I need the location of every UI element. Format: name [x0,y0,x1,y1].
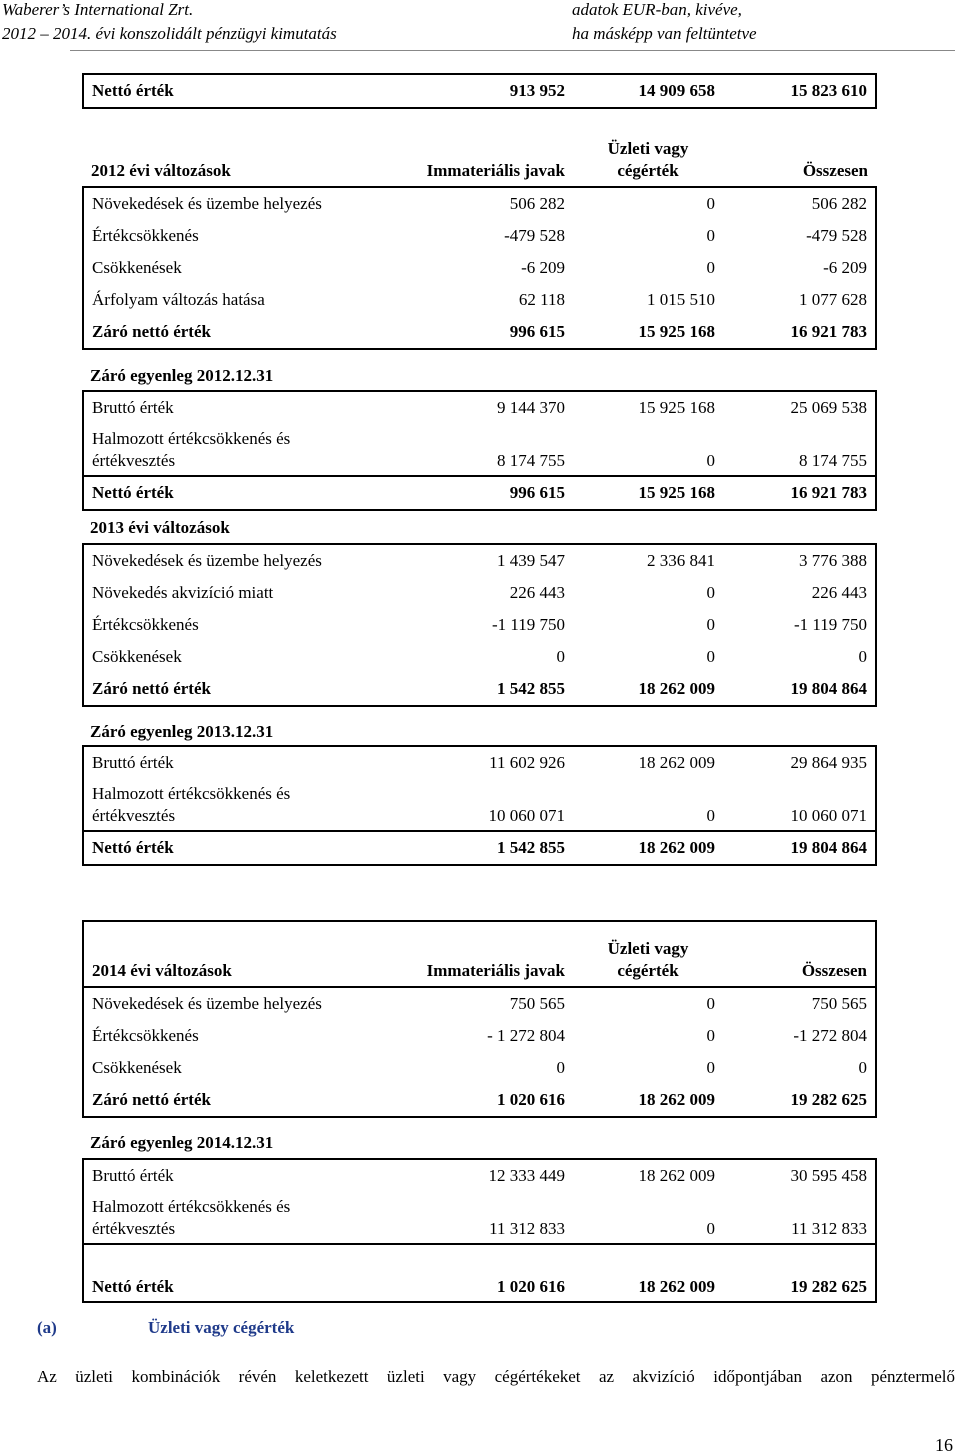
changes-2013-title [82,518,875,538]
cell-goodwill: 0 [706,1026,715,1045]
cell-intangible: 1 439 547 [408,544,573,577]
cell-goodwill: 14 909 658 [573,74,723,108]
table-row-total [83,316,876,349]
table-row [83,424,876,476]
table-row [83,609,876,641]
table-row-total [83,673,876,706]
cell-intangible: 12 333 449 [408,1159,573,1192]
row-label-line2: értékvesztés [92,1219,176,1238]
changes-2014-table [82,920,877,1118]
balance-2012-title [82,366,875,386]
table-row-total [83,476,876,510]
row-label [83,779,408,831]
cell-goodwill: 0 [706,615,715,634]
currency-note: adatok EUR-ban, kivéve, [572,0,742,19]
section-marker: (a) [37,1318,57,1337]
cell-goodwill: 18 262 009 [573,1084,723,1117]
cell-total: 0 [723,1052,876,1084]
table-row [83,252,876,284]
table-row [83,746,876,779]
cell-intangible: 750 565 [509,994,565,1013]
cell-total: 506 282 [723,187,876,220]
cell-total: 19 282 625 [723,1244,876,1302]
balance-2014-title-text: Záró egyenleg 2014.12.31 [90,1133,274,1152]
row-label-line1: Halmozott értékcsökkenés és [92,1197,291,1216]
row-label: Növekedés akvizíció miatt [83,577,408,609]
cell-intangible: 226 443 [509,583,565,602]
cell-intangible: -479 528 [504,226,565,245]
cell-total: -1 272 804 [723,1020,876,1052]
cell-goodwill: 0 [573,424,723,476]
table-row [83,1192,876,1244]
row-label: Értékcsökkenés [83,220,408,252]
row-label-line2: értékvesztés [92,806,176,825]
page-number: 16 [935,1435,953,1455]
cell-total: 29 864 935 [723,746,876,779]
balance-2014-table [82,1158,877,1303]
cell-total: 11 312 833 [723,1192,876,1244]
cell-total: 16 921 783 [723,316,876,349]
cell-goodwill: 18 262 009 [573,746,723,779]
row-label: Záró nettó érték [83,1084,408,1117]
cell-goodwill: 15 925 168 [573,316,723,349]
table-row [83,74,876,108]
cell-intangible: 62 118 [518,290,565,309]
cell-intangible: 996 615 [408,316,573,349]
cell-total: 16 921 783 [723,476,876,510]
row-label: Bruttó érték [83,746,408,779]
table-row [83,1052,876,1084]
cell-goodwill: 15 925 168 [573,476,723,510]
cell-total: 15 823 610 [723,74,876,108]
row-label-line1: Halmozott értékcsökkenés és [92,784,291,803]
cell-total: 750 565 [723,987,876,1020]
row-label-line1: Halmozott értékcsökkenés és [92,429,291,448]
balance-2013-title-text: Záró egyenleg 2013.12.31 [90,722,274,741]
cell-goodwill: 1 015 510 [647,290,715,309]
row-label: Bruttó érték [83,391,408,424]
row-label [83,424,408,476]
header-goodwill [573,921,723,987]
cell-intangible: 506 282 [509,194,565,213]
row-label: Nettó érték [83,1244,408,1302]
table-row-total [83,1084,876,1117]
table-row [83,987,876,1020]
header-intangible: Immateriális javak [408,122,573,187]
header-goodwill [573,122,723,187]
row-label: Záró nettó érték [83,673,408,706]
changes-2013-title-text: 2013 évi változások [90,518,230,537]
row-label: Nettó érték [83,74,408,108]
table-row [83,187,876,220]
header-divider [70,50,955,51]
row-label: Csökkenések [83,1052,408,1084]
cell-total: 226 443 [723,577,876,609]
cell-intangible: 1 542 855 [408,831,573,865]
header-total: Összesen [723,921,876,987]
row-label: Záró nettó érték [83,316,408,349]
table-row [83,544,876,577]
row-label: Nettó érték [83,476,408,510]
row-label-line2: értékvesztés [92,451,176,470]
cell-intangible: -6 209 [521,258,565,277]
table-header-row [83,921,876,987]
changes-2012-table [82,122,877,350]
cell-goodwill: 18 262 009 [573,673,723,706]
row-label: Árfolyam változás hatása [83,284,408,316]
header-label: 2014 évi változások [83,921,408,987]
cell-goodwill: 18 262 009 [573,831,723,865]
cell-total: 1 077 628 [723,284,876,316]
row-label: Nettó érték [83,831,408,865]
header-goodwill-line1: Üzleti vagy [607,139,689,158]
table-row [83,779,876,831]
row-label: Csökkenések [83,252,408,284]
header-intangible: Immateriális javak [408,921,573,987]
table-row [83,391,876,424]
cell-intangible: 1 542 855 [408,673,573,706]
cell-intangible: 0 [556,1058,565,1077]
balance-2013-table [82,745,877,866]
body-paragraph: Az üzleti kombinációk révén keletkezett üzleti vagy cégértékeket az akvizíció időpontjában azon pénztermelő [37,1367,955,1386]
row-label: Csökkenések [83,641,408,673]
table-row [83,1159,876,1192]
cell-total: 3 776 388 [723,544,876,577]
row-label: Növekedések és üzembe helyezés [83,987,408,1020]
header-goodwill-line2: cégérték [617,161,679,180]
cell-intangible: 10 060 071 [408,779,573,831]
document-subtitle: 2012 – 2014. évi konszolidált pénzügyi kimutatás [2,24,337,43]
row-label [83,1192,408,1244]
row-label: Értékcsökkenés [83,609,408,641]
cell-goodwill: 15 925 168 [573,391,723,424]
cell-total: 30 595 458 [723,1159,876,1192]
cell-total: 19 804 864 [723,831,876,865]
cell-intangible: - 1 272 804 [487,1026,565,1045]
cell-total: 8 174 755 [723,424,876,476]
table-row-total [83,1244,876,1302]
table-header-row [83,122,876,187]
cell-intangible: 1 020 616 [408,1244,573,1302]
header-goodwill-line1: Üzleti vagy [607,939,689,958]
row-label: Növekedések és üzembe helyezés [83,187,408,220]
cell-goodwill: 18 262 009 [573,1159,723,1192]
cell-goodwill: 18 262 009 [573,1244,723,1302]
cell-intangible: -1 119 750 [491,615,565,634]
cell-goodwill: 0 [573,779,723,831]
row-label: Bruttó érték [83,1159,408,1192]
row-label: Növekedések és üzembe helyezés [83,544,408,577]
cell-goodwill: 0 [706,583,715,602]
cell-goodwill: 0 [706,647,715,666]
table-row [83,220,876,252]
currency-note-2: ha másképp van feltüntetve [572,24,757,43]
table-row-total [83,831,876,865]
cell-goodwill: 0 [706,1058,715,1077]
section-title: Üzleti vagy cégérték [148,1318,295,1337]
company-name: Waberer’s International Zrt. [2,0,194,19]
row-label: Értékcsökkenés [83,1020,408,1052]
cell-goodwill: 0 [706,258,715,277]
balance-2012-table [82,390,877,511]
cell-goodwill: 0 [706,226,715,245]
cell-intangible: 913 952 [408,74,573,108]
cell-intangible: 1 020 616 [408,1084,573,1117]
cell-intangible: 11 602 926 [408,746,573,779]
cell-total: 19 804 864 [723,673,876,706]
balance-2012-title-text: Záró egyenleg 2012.12.31 [90,366,274,385]
header-label: 2012 évi változások [83,122,408,187]
cell-intangible: 9 144 370 [408,391,573,424]
cell-intangible: 996 615 [408,476,573,510]
balance-2013-title [82,722,875,742]
net-value-2011-table [82,73,877,109]
cell-goodwill: 0 [573,1192,723,1244]
cell-total: -479 528 [723,220,876,252]
cell-intangible: 8 174 755 [408,424,573,476]
cell-intangible: 11 312 833 [408,1192,573,1244]
cell-goodwill: 0 [706,994,715,1013]
cell-total: -1 119 750 [723,609,876,641]
cell-total: 10 060 071 [723,779,876,831]
cell-goodwill: 2 336 841 [573,544,723,577]
cell-goodwill: 0 [706,194,715,213]
table-row [83,284,876,316]
table-row [83,577,876,609]
changes-2013-table [82,543,877,707]
header-goodwill-line2: cégérték [617,961,679,980]
table-row [83,1020,876,1052]
header-total: Összesen [723,122,876,187]
cell-intangible: 0 [556,647,565,666]
table-row [83,641,876,673]
cell-total: 0 [723,641,876,673]
cell-total: -6 209 [723,252,876,284]
balance-2014-title [82,1133,875,1153]
cell-total: 19 282 625 [723,1084,876,1117]
cell-total: 25 069 538 [723,391,876,424]
